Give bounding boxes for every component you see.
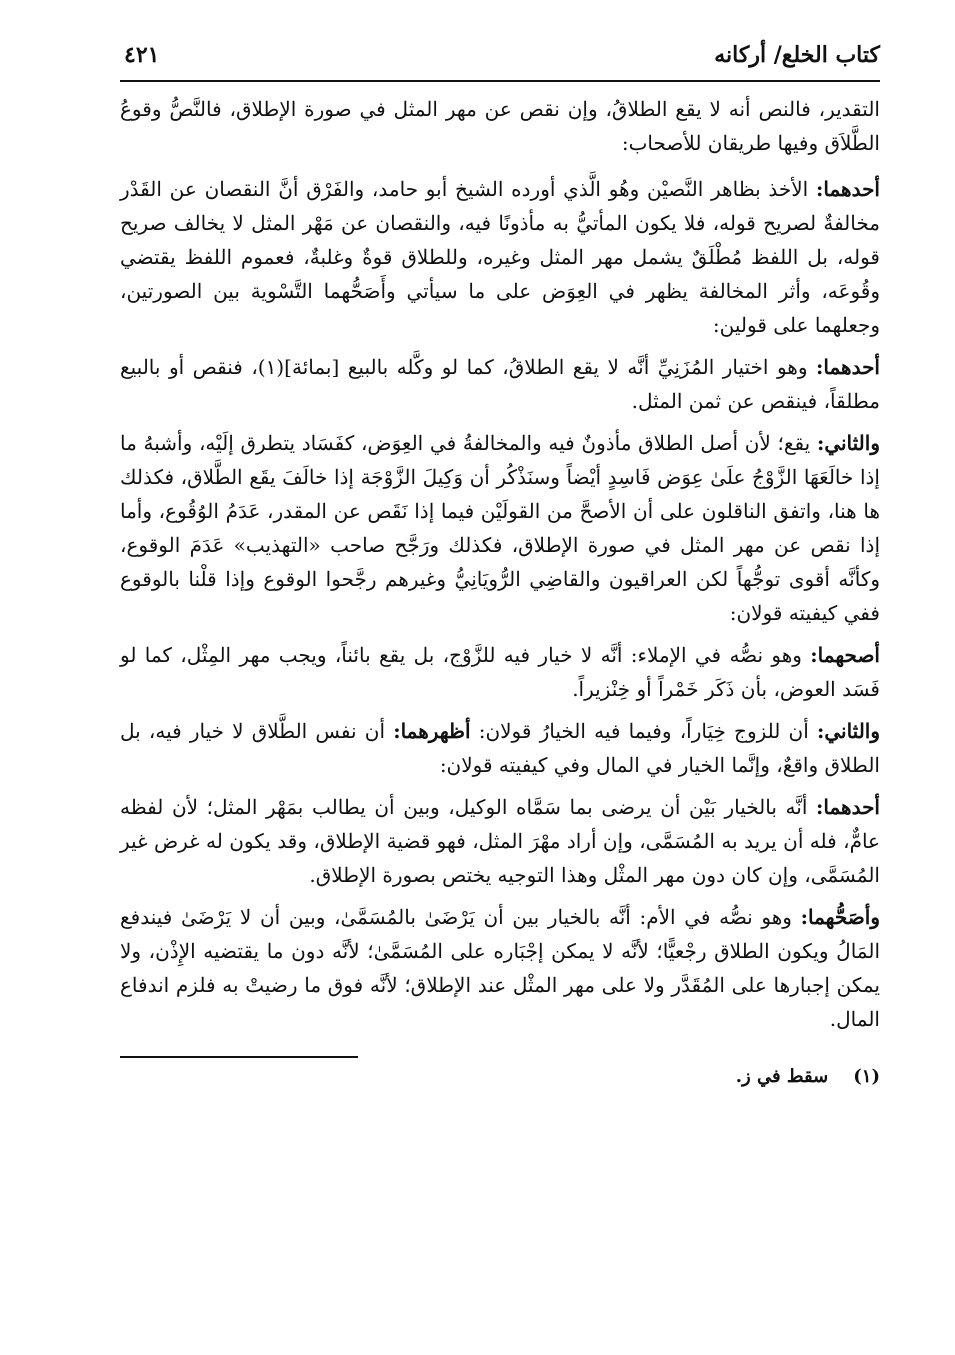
paragraph-lead: أحدهما: [815, 177, 880, 201]
paragraph-text: التقدير، فالنص أنه لا يقع الطلاقُ، وإن نقص عن مهر المثل في صورة الإطلاق، فالنَّصُّ وقوعُ الطَّلاَق وفيها طريقان للأصحاب: [120, 97, 880, 155]
paragraph-text: أن للزوج خِيَاراً، وفيما فيه الخيارُ قولان: [470, 719, 817, 743]
running-title: كتاب الخلع/ أركانه [714, 42, 880, 68]
paragraph-text: أنَّه بالخيار بَيْن أن يرضى بما سَمَّاه الوكيل، وبين أن يطالب بمَهْر المثل؛ لأن لفظه عامٌّ، فله أن يريد به المُسَمَّى، وإن أراد مهْرَ المثل، فهو قضية الإطلاق، وقد يكون له غرض غير المُسَمَّى، وإن كان دون مهر المثْل وهذا التوجيه يختص بصورة الإطلاق. [120, 795, 880, 887]
paragraph-choice-first [120, 790, 880, 892]
paragraph-lead: وأصَحُّهما: [800, 905, 880, 929]
paragraph-text: وهو نصُّه في الأم: أنَّه بالخيار بين أن يَرْضَىٰ بالمُسَمَّىٰ، وبين أن لا يَرْضَىٰ فيندفع المَالُ ويكون الطلاق رجْعيًّا؛ لأنَّه لا يمكن إجْبَاره على المُسَمَّىٰ؛ لأنَّه دون ما يقتضيه الإِذْن، ولا يمكن إجبارها على المُقَدَّر ولا على مهر المثْل عند الإطلاق؛ لأنَّه فوق ما رضيتْ به فلزم اندفاع المال. [120, 905, 880, 1031]
paragraph-text: يقع؛ لأن أصل الطلاق مأذونٌ فيه والمخالفةُ في العِوَض، كفَسَاد يتطرق إلَيْه، وأشبهُ ما إذا خالَعَهَا الزَّوْجُ علَىٰ عِوَض فَاسِدٍ أيْضاً وسنَذْكُر أن وَكِيلَ الزَّوْجَة إذا خالَفَ يقَع الطَّلاق، فكذلك ها هنا، واتفق الناقلون على أن الأصحَّ من القولَيْن فيما إذا نَقَص عن المقدر، عَدَمُ الوُقُوع، وأما إذا نقص عن مهر المثل في صورة الإطلاق، فكذلك ورَجَّح صاحب «التهذيب» عَدَمَ الوقوع، وكأنَّه أقوى توجُّهاً لكن العراقيون والقاضِي الرُّويَانِيُّ وغيرهم رجَّحوا الوقوع وإذا قلْنا بالوقوع ففي كيفيته قولان: [120, 431, 880, 625]
paragraph-text: وهو نصُّه في الإملاء: أنَّه لا خيار فيه للزَّوْج، بل يقع بائناً، ويجب مهر المِثْل، كما لو فَسَد العوض، بأن ذَكَر خَمْراً أو خِنْزيراً. [120, 643, 880, 701]
paragraph-lead: أحدهما: [815, 795, 880, 819]
running-header [120, 36, 880, 82]
paragraph-lead: أحدهما: [815, 355, 880, 379]
paragraph-lead-secondary: أظهرهما: [393, 719, 471, 743]
footnote [736, 1066, 880, 1087]
paragraph-first-method [120, 172, 880, 342]
document-page [120, 36, 880, 1094]
footnote-divider [120, 1056, 358, 1058]
paragraph-lead: والثاني: [816, 431, 880, 455]
page-number: ٤٢١ [124, 42, 160, 68]
paragraph-lead: أصحهما: [810, 643, 880, 667]
paragraph-choice-most-correct [120, 900, 880, 1036]
paragraph-option-right [120, 714, 880, 782]
footnote-marker: (١) [853, 1066, 880, 1087]
paragraph-intro [120, 92, 880, 160]
paragraph-text: وهو اختيار المُزَنِيِّ أنَّه لا يقع الطلاقُ، كما لو وكَّله بالبيع [بمائة](١)، فنقص أو بالبيع مطلقاً، فينقص عن ثمن المثل. [120, 355, 880, 413]
paragraph-first-opinion [120, 350, 880, 418]
paragraph-lead: والثاني: [816, 719, 881, 743]
footnote-area [120, 1044, 880, 1094]
paragraph-text-secondary: أن نفس الطَّلاق لا خيار فيه، بل الطلاق واقعٌ، وإنَّما الخيار في المال وفي كيفيته قولان: [120, 719, 880, 777]
footnote-text: سقط في ز. [735, 1066, 829, 1087]
paragraph-second-opinion [120, 426, 880, 630]
paragraph-text: الأخذ بظاهر النَّصيْن وهُو الَّذي أورده الشيخ أبو حامد، والفَرْق أنَّ النقصان عن القَدْر مخالفةٌ لصريح قوله، فلا يكون المأتيُّ به مأذونًا فيه، والنقصان عن مَهْر المثل لا يخالف صريح قوله، بل اللفظ مُطْلَقٌ يشمل مهر المثل وغيره، وللطلاق قوةٌ وغلبةٌ، فعموم اللفظ يقتضي وقُوعَه، وأثر المخالفة يظهر في العِوَض على ما سيأتي وأَصَحُّهما التَّسْوية بين الصورتين، وجعلهما على قولين: [120, 177, 880, 337]
paragraph-most-correct [120, 638, 880, 706]
